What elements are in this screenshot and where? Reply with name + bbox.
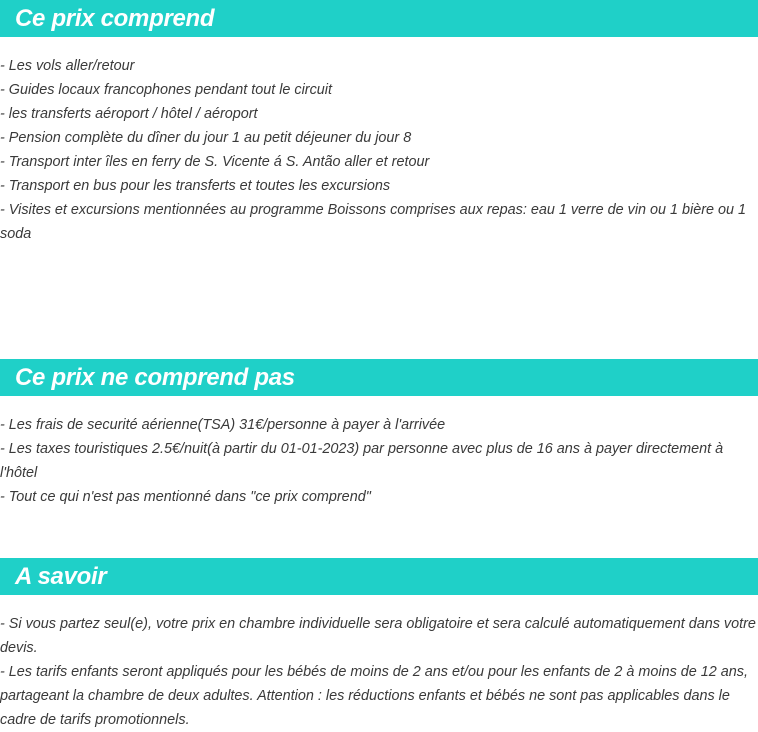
list-item: - Tout ce qui n'est pas mentionné dans "ce prix comprend" (0, 489, 371, 505)
section-header-good-to-know (0, 558, 758, 595)
section-title-not-included: Ce prix ne comprend pas (15, 364, 295, 391)
section-not-included (0, 359, 758, 509)
section-included (0, 0, 758, 246)
list-item: - Guides locaux francophones pendant tout le circuit (0, 82, 332, 98)
list-item: - Les tarifs enfants seront appliqués pour les bébés de moins de 2 ans et/ou pour les enfants de 2 à moins de 12 ans, partageant la chambre de deux adultes. Attention : les réductions enfants et bébés ne sont pas applicables dans le cadre de tarifs promotionnels. (0, 664, 748, 728)
list-item: - Les frais de securité aérienne(TSA) 31€/personne à payer à l'arrivée (0, 417, 446, 433)
section-header-not-included (0, 359, 758, 396)
section-body-not-included (0, 396, 758, 509)
list-item: - les transferts aéroport / hôtel / aéroport (0, 106, 258, 122)
list-item: - Les vols aller/retour (0, 58, 135, 74)
list-item: - Visites et excursions mentionnées au programme Boissons comprises aux repas: eau 1 verre de vin ou 1 bière ou 1 soda (0, 202, 747, 242)
list-item: - Pension complète du dîner du jour 1 au petit déjeuner du jour 8 (0, 130, 412, 146)
list-item: - Les taxes touristiques 2.5€/nuit(à partir du 01-01-2023) par personne avec plus de 16 ans à payer directement à l'hôtel (0, 441, 724, 481)
section-header-included (0, 0, 758, 37)
section-title-good-to-know: A savoir (15, 563, 107, 590)
section-body-good-to-know (0, 595, 758, 732)
list-item: - Transport inter îles en ferry de S. Vicente á S. Antão aller et retour (0, 154, 430, 170)
list-item: - Si vous partez seul(e), votre prix en chambre individuelle sera obligatoire et sera calculé automatiquement dans votre devis. (0, 616, 756, 656)
section-good-to-know (0, 558, 758, 732)
section-body-included (0, 37, 758, 246)
section-title-included: Ce prix comprend (15, 5, 215, 32)
list-item: - Transport en bus pour les transferts et toutes les excursions (0, 178, 391, 194)
